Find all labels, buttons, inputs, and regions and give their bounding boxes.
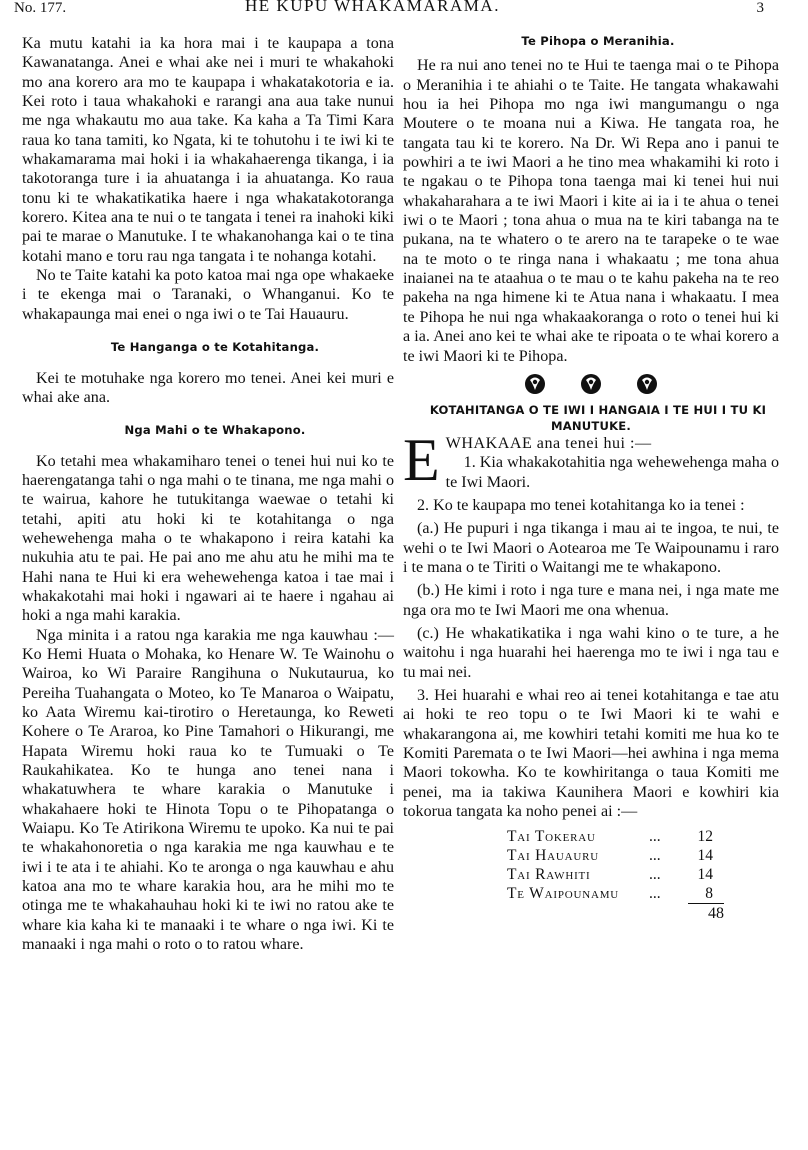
- section-heading: Te Pihopa o Meranihia.: [521, 34, 675, 48]
- section-heading: Nga Mahi o te Whakapono.: [124, 423, 306, 438]
- section-heading: Te Hanganga o te Kotahitanga.: [110, 340, 320, 355]
- resolution-item: 1. Kia whakakotahitia nga wehewehenga maha o te Iwi Maori.: [445, 454, 779, 491]
- fern-frond-ornament-icon: [635, 372, 659, 401]
- resolution-item: 2. Ko te kaupapa mo tenei kotahitanga ko ia tenei :: [417, 496, 745, 514]
- resolution-intro: [403, 426, 779, 493]
- paragraph: Kei te motuhake nga korero mo tenei. Anei kei muri e whai ake ana.: [22, 369, 394, 406]
- fern-frond-ornament-icon: [579, 372, 603, 401]
- sub-item: (c.) He whakatikatika i nga wahi kino o te ture, a he waitohu i nga huarahi hei haerenga mo te iwi i nga tau e tu mai nei.: [403, 624, 779, 681]
- page-header: [0, 0, 808, 18]
- left-column: [22, 34, 394, 954]
- table-row: Tai Tokerau ... 12: [507, 828, 713, 846]
- total-count: 48: [708, 905, 724, 923]
- paragraph: No te Taite katahi ka poto katoa mai nga ope whakaeke i te ekenga mai o Taranaki, o Whanganui. Ko te whakapaunga mai enei o nga iwi o te Tai Hauauru.: [22, 267, 394, 323]
- table-row: Tai Hauauru ... 14: [507, 847, 713, 865]
- resolution-item: 3. Hei huarahi e whai reo ai tenei kotahitanga e tae atu ai hoki te reo topu o te Iwi Maori ki te wahi e whakarangona ai, me kowhiri tetahi komiti me hua ko te Komiti Paremata o te Iwi Maori—hei awhina i nga mema Maori tokowha. Ko te kowhiritanga o taua Komiti me penei, ma ia takiwa Kaunihera Maori e kowhiri kia tokorua tangata ka noho penei ai :—: [403, 686, 779, 821]
- issue-number: No. 177.: [14, 0, 67, 16]
- intro-line: WHAKAAE ana tenei hui :—: [445, 434, 652, 452]
- table-row: Tai Rawhiti ... 14: [507, 866, 713, 884]
- sub-item: (b.) He kimi i roto i nga ture e mana nei, i nga mate me nga ora mo te Iwi Maori me ona whenua.: [403, 582, 779, 619]
- sub-item: (a.) He pupuri i nga tikanga i mau ai te ingoa, te nui, te wehi o te Iwi Maori o Aotearoa me Te Waipounamu i raro i te mana o te Tiriti o Waitangi me te whakapono.: [403, 520, 779, 576]
- ornament-row: [403, 372, 779, 402]
- paragraph: He ra nui ano tenei no te Hui te taenga mai o te Pihopa o Meranihia i te ahiahi o te Taite. He tangata whakawahi hou ia hei Pihopa mo nga iwi mangumangu o nga Moutere o te moana nui a Kiwa. He tangata roa, he tangata tau ki te korero. Na Dr. Wi Repa ano i panui te powhiri a te iwi Maori a he tino mea whakamihi ki roto i te ngakau o te Pihopa tona taenga mai ki tenei hui nui whakaharahara a te iwi Maori i kite ai ia i te ahua o tenei iwi o te Maori ; tona ahua o mua na te kiri tabanga na te pukana, na te whatero o te arero na te tarapeke o te wae na te moto o te ringa nana i whakaatu ; me tona ahua inaianei na te ataahua o te mau o te kahu pakeha na te reo pakeha na nga himene ki te Atua nana i whakaatu. I mea te Pihopa he nui nga whakaakoranga o roto o tenei hui ki a ia. Anei ano kei te whai ake te ripoata o te whai korero a te iwi Maori ki te Pihopa.: [403, 57, 779, 365]
- district-table: [507, 827, 713, 903]
- fern-frond-ornament-icon: [523, 372, 547, 401]
- resolution-title: KOTAHITANGA O TE IWI I HANGAIA I TE HUI I TU KI MANUTUKE.: [429, 402, 767, 433]
- paragraph: Ka mutu katahi ia ka hora mai i te kaupapa a tona Kawanatanga. Anei e whai ake nei i muri te whakahoki mo ana korero ara mo te kaupapa i whakatakotoria e ia. Kei roto i taua whakahoki e rarangi ana aua take nunui me nga whakautu mo aua take. Ka kaha a Ta Timi Kara raua ko tana tamiti, ko Ngata, ki te tohutohu i te iwi ki te whakamarama mai hoki i ia whakahaerenga tikanga, i ia takotoranga ture i ia ahuatanga i ia ahuatanga. Ko raua tonu ki te whakatikatika haere i nga whakatakotoranga korero. Kitea ana te nui o te tangata i tenei ra inahoki kiki pai te marae o Manutuke. I te whakanohanga kai o te tina kotahi mano e toru rau nga tangata i te nohanga kotahi.: [22, 35, 394, 265]
- page-number: 3: [756, 0, 764, 16]
- paragraph: Nga minita i a ratou nga karakia me nga kauwhau :—Ko Hemi Huata o Mohaka, ko Henare W. Te Wainohu o Wairoa, ko Wi Paraire Rangihuna o Nukutaurua, ko Pereiha Tuahangata o Moteo, ko Te Manaroa o Waipatu, ko Aata Wiremu kai-tirotiro o Heretaunga, ko Reweti Kohere o Te Araroa, ko Pine Tamahori o Hikurangi, me Hapata Wiremu hoki raua ko te Tumuaki o Te Raukahikatea. Ko te hunga ano tenei nana i whakatuwhera te whare karakia o Manutuke i whakahaere hoki te Hinota Topu o te Pihopatanga o Waiapu. Ko Te Atirikona Wiremu te upoko. Ka nui te pai te whakahonoretia o nga karakia me nga kauwhau e te iwi i te ata i te ahiahi. Ko te aronga o nga kauwhau e ahu katoa ana mo te whare karakia hou, ara he mihi mo te otinga me te whakahauhau hoki ki te iwi no ratou ake te whare kia kaha ki te manaaki i te whare o nga iwi. Ki te manaaki i nga mahi o roto o to ratou whare.: [22, 626, 394, 954]
- drop-cap: E: [403, 426, 440, 493]
- table-row: Te Waipounamu ... 8: [507, 885, 713, 903]
- paragraph: Ko tetahi mea whakamiharo tenei o tenei hui nui ko te haerengatanga tahi o nga mahi o te tinana, me nga mahi o te wairua, kahore he tutukitanga waewae o tetahi ki tetahi, apiti atu hoki ki te kotahitanga o nga wehewehenga maha o te whakapono i reira katahi ka nukuhia atu te pai. He pai ano me ahu atu he mihi ma te Hahi nana te Hui ki era wehewehenga katoa i tae mai i whakakotahi mai hoki i ngawari ai te haere i ngahau ai hoki a nga mahi karakia.: [22, 452, 394, 625]
- right-column: [403, 32, 779, 924]
- publication-title: HE KUPU WHAKAMARAMA.: [245, 0, 500, 15]
